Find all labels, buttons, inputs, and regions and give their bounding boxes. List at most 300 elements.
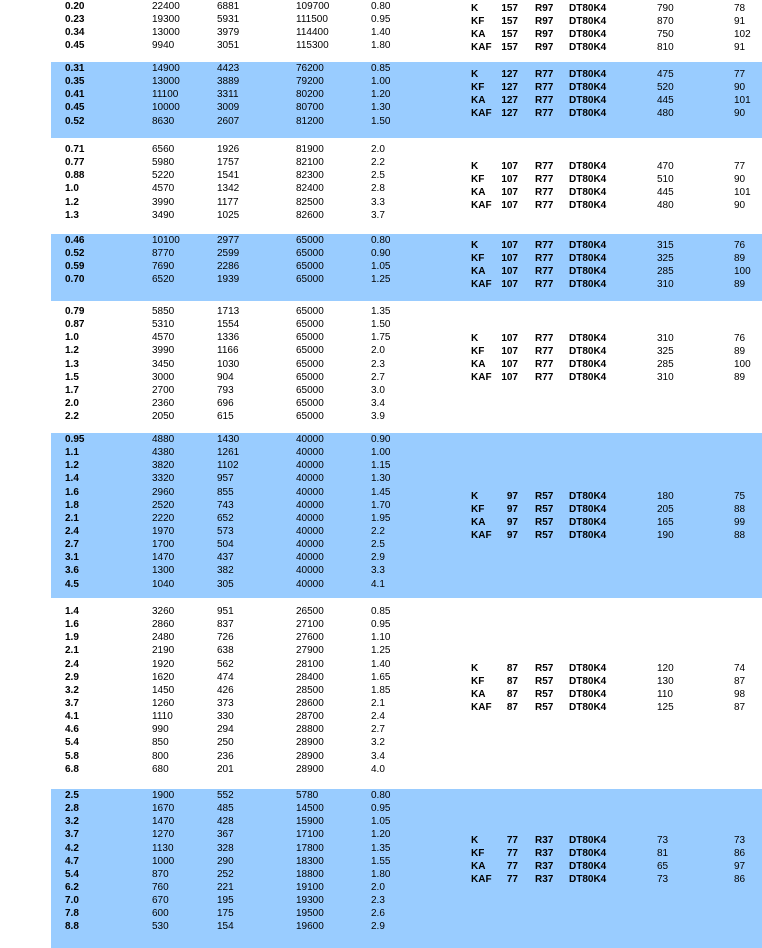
output-speed-cell: 2.8 — [65, 803, 79, 815]
housing-type-cell: K — [471, 69, 479, 80]
service-factor-cell: 0.95 — [371, 619, 391, 631]
output-torque-cell: 2960 — [152, 486, 175, 498]
housing-type-cell: KAF — [471, 108, 492, 120]
overhung-load-column — [296, 789, 324, 934]
output-speed-cell: 0.46 — [65, 235, 85, 246]
price-cell: 99 — [734, 517, 746, 529]
output-torque-alt-cell: 743 — [217, 499, 234, 511]
overhung-load-cell: 40000 — [296, 525, 324, 537]
gear-size-cell: 87 — [506, 676, 518, 688]
table-block — [51, 0, 762, 56]
overhung-load-cell: 40000 — [296, 565, 324, 577]
motor-type-cell: DT80K4 — [569, 240, 607, 251]
output-torque-alt-cell: 382 — [217, 565, 234, 577]
overhung-load-cell: 114400 — [296, 27, 329, 39]
housing-type-cell: K — [471, 835, 479, 846]
gear-size-cell: 107 — [501, 187, 518, 199]
price-cell: 91 — [734, 42, 746, 54]
output-torque-alt-column — [217, 433, 239, 591]
output-torque-alt-cell: 6881 — [217, 1, 240, 12]
output-torque-alt-cell: 562 — [217, 658, 234, 670]
reducer-cell: R77 — [535, 69, 554, 80]
weight-cell: 810 — [657, 42, 674, 54]
output-torque-cell: 3450 — [152, 358, 175, 370]
output-speed-cell: 0.45 — [65, 40, 85, 52]
output-speed-cell: 0.34 — [65, 27, 85, 39]
housing-type-cell: KAF — [471, 42, 492, 54]
output-speed-cell: 1.6 — [65, 619, 79, 631]
output-speed-cell: 2.9 — [65, 671, 79, 683]
service-factor-cell: 3.4 — [371, 397, 385, 409]
output-torque-column — [152, 0, 180, 53]
table-block — [51, 305, 762, 425]
output-speed-cell: 0.52 — [65, 115, 85, 127]
reducer-cell: R57 — [535, 491, 554, 502]
reducer-cell: R97 — [535, 29, 554, 41]
overhung-load-cell: 82400 — [296, 183, 324, 195]
output-torque-alt-cell: 474 — [217, 671, 234, 683]
price-cell: 90 — [734, 108, 746, 120]
output-torque-cell: 3990 — [152, 196, 175, 208]
motor-type-cell: DT80K4 — [569, 346, 607, 358]
housing-type-cell: KAF — [471, 702, 492, 714]
overhung-load-cell: 82600 — [296, 209, 324, 221]
reducer-cell: R77 — [535, 240, 554, 251]
reducer-cell: R57 — [535, 663, 554, 674]
output-torque-cell: 530 — [152, 921, 169, 933]
weight-cell: 870 — [657, 16, 674, 28]
overhung-load-cell: 28600 — [296, 697, 324, 709]
output-torque-alt-cell: 951 — [217, 606, 234, 617]
weight-cell: 120 — [657, 663, 674, 674]
motor-type-cell: DT80K4 — [569, 372, 607, 384]
gear-size-cell: 157 — [501, 29, 518, 41]
output-torque-cell: 600 — [152, 908, 169, 920]
output-torque-alt-cell: 1342 — [217, 183, 240, 195]
output-speed-cell: 4.2 — [65, 842, 79, 854]
reducer-cell: R77 — [535, 266, 554, 278]
output-torque-cell: 1260 — [152, 697, 175, 709]
output-torque-cell: 1000 — [152, 855, 175, 867]
price-cell: 100 — [734, 359, 751, 371]
output-torque-alt-column — [217, 789, 234, 934]
motor-type-cell: DT80K4 — [569, 29, 607, 41]
gear-size-cell: 107 — [501, 253, 518, 265]
output-speed-column — [65, 143, 84, 222]
gear-size-cell: 107 — [501, 266, 518, 278]
service-factor-cell: 2.9 — [371, 921, 385, 933]
service-factor-cell: 0.95 — [371, 14, 391, 26]
motor-type-cell: DT80K4 — [569, 253, 607, 265]
overhung-load-cell: 15900 — [296, 816, 324, 828]
output-torque-column — [152, 789, 174, 934]
output-speed-cell: 0.70 — [65, 274, 85, 286]
output-torque-alt-cell: 957 — [217, 473, 234, 485]
output-torque-alt-cell: 195 — [217, 895, 234, 907]
gear-size-cell: 107 — [501, 174, 518, 186]
output-speed-cell: 4.1 — [65, 711, 79, 723]
table-block — [51, 143, 762, 229]
gear-size-cell: 127 — [501, 108, 518, 120]
housing-type-cell: KA — [471, 689, 486, 701]
gear-size-cell: 127 — [501, 82, 518, 94]
service-factor-cell: 3.7 — [371, 209, 385, 221]
output-speed-cell: 1.5 — [65, 371, 79, 383]
weight-cell: 310 — [657, 372, 674, 384]
weight-cell: 180 — [657, 491, 674, 502]
overhung-load-cell: 28400 — [296, 671, 324, 683]
output-speed-cell: 0.35 — [65, 76, 85, 88]
overhung-load-column — [296, 143, 324, 222]
output-torque-cell: 1270 — [152, 829, 175, 841]
output-torque-cell: 11100 — [152, 89, 179, 101]
motor-type-cell: DT80K4 — [569, 108, 607, 120]
housing-type-cell: KA — [471, 359, 486, 371]
weight-cell: 190 — [657, 530, 674, 542]
overhung-load-cell: 40000 — [296, 512, 324, 524]
weight-cell: 510 — [657, 174, 674, 186]
output-torque-alt-cell: 1025 — [217, 209, 240, 221]
output-speed-cell: 0.88 — [65, 170, 85, 182]
output-speed-column — [65, 789, 79, 934]
price-cell: 89 — [734, 253, 746, 265]
price-cell: 90 — [734, 174, 746, 186]
output-speed-cell: 2.1 — [65, 645, 79, 657]
service-factor-cell: 2.4 — [371, 711, 385, 723]
weight-cell: 315 — [657, 240, 674, 251]
price-cell: 100 — [734, 266, 751, 278]
output-torque-alt-cell: 437 — [217, 552, 234, 564]
output-torque-alt-cell: 1757 — [217, 157, 240, 169]
gear-size-cell: 107 — [501, 333, 518, 344]
output-torque-alt-cell: 1926 — [217, 144, 240, 155]
output-torque-alt-cell: 1177 — [217, 196, 239, 208]
overhung-load-cell: 82500 — [296, 196, 324, 208]
service-factor-cell: 1.50 — [371, 319, 391, 331]
service-factor-cell: 2.5 — [371, 170, 385, 182]
service-factor-cell: 1.30 — [371, 102, 391, 114]
output-speed-column — [65, 605, 79, 776]
output-speed-cell: 1.3 — [65, 209, 79, 221]
output-torque-cell: 2220 — [152, 512, 175, 524]
output-torque-alt-cell: 485 — [217, 803, 234, 815]
output-speed-cell: 0.52 — [65, 248, 85, 260]
output-torque-cell: 2520 — [152, 499, 175, 511]
output-torque-cell: 5220 — [152, 170, 175, 182]
service-factor-cell: 1.40 — [371, 658, 391, 670]
weight-cell: 130 — [657, 676, 674, 688]
output-speed-column — [65, 433, 84, 591]
motor-type-cell: DT80K4 — [569, 82, 607, 94]
motor-type-cell: DT80K4 — [569, 266, 607, 278]
output-torque-cell: 1040 — [152, 578, 175, 590]
output-torque-alt-cell: 2977 — [217, 235, 240, 246]
weight-cell: 445 — [657, 187, 674, 199]
output-torque-alt-cell: 855 — [217, 486, 234, 498]
price-cell: 76 — [734, 333, 746, 344]
overhung-load-cell: 65000 — [296, 274, 324, 286]
housing-type-cell: KF — [471, 676, 485, 688]
output-torque-alt-cell: 5931 — [217, 14, 240, 26]
gear-size-cell: 127 — [501, 95, 518, 107]
housing-type-cell: K — [471, 3, 479, 14]
output-torque-alt-cell: 573 — [217, 525, 234, 537]
output-speed-cell: 1.2 — [65, 345, 79, 357]
overhung-load-cell: 19300 — [296, 895, 324, 907]
price-cell: 89 — [734, 346, 746, 358]
service-factor-column — [371, 789, 390, 934]
overhung-load-column — [296, 305, 324, 423]
output-speed-cell: 1.2 — [65, 460, 79, 472]
output-torque-alt-column — [217, 234, 239, 287]
output-torque-alt-cell: 221 — [217, 881, 234, 893]
output-torque-cell: 800 — [152, 750, 169, 762]
output-torque-alt-cell: 3979 — [217, 27, 240, 39]
output-speed-cell: 1.6 — [65, 486, 79, 498]
housing-type-cell: KAF — [471, 279, 492, 291]
output-torque-column — [152, 62, 180, 128]
overhung-load-cell: 115300 — [296, 40, 329, 52]
weight-cell: 520 — [657, 82, 674, 94]
price-cell: 90 — [734, 82, 746, 94]
service-factor-cell: 3.2 — [371, 737, 385, 749]
housing-type-cell: KF — [471, 16, 485, 28]
output-torque-alt-column — [217, 305, 239, 423]
overhung-load-cell: 28100 — [296, 658, 324, 670]
output-speed-column — [65, 62, 84, 128]
output-torque-cell: 8630 — [152, 115, 175, 127]
service-factor-cell: 0.95 — [371, 803, 391, 815]
overhung-load-cell: 65000 — [296, 345, 324, 357]
output-torque-column — [152, 234, 180, 287]
service-factor-cell: 1.25 — [371, 645, 391, 657]
output-torque-cell: 8770 — [152, 248, 175, 260]
price-cell: 89 — [734, 279, 746, 291]
table-block — [51, 433, 762, 598]
motor-type-cell: DT80K4 — [569, 504, 607, 516]
price-cell: 73 — [734, 835, 746, 846]
housing-type-cell: K — [471, 663, 479, 674]
output-torque-cell: 10000 — [152, 102, 180, 114]
service-factor-cell: 1.05 — [371, 816, 391, 828]
reducer-cell: R57 — [535, 702, 554, 714]
reducer-cell: R77 — [535, 95, 554, 107]
gear-size-cell: 77 — [506, 861, 518, 873]
service-factor-cell: 3.0 — [371, 384, 385, 396]
output-torque-alt-cell: 201 — [217, 763, 234, 775]
output-torque-cell: 6560 — [152, 144, 175, 155]
price-cell: 86 — [734, 848, 746, 860]
overhung-load-cell: 80700 — [296, 102, 324, 114]
motor-type-cell: DT80K4 — [569, 3, 607, 14]
overhung-load-cell: 26500 — [296, 606, 324, 617]
output-torque-cell: 4880 — [152, 434, 175, 445]
service-factor-cell: 1.10 — [371, 632, 391, 644]
output-torque-cell: 1130 — [152, 842, 174, 854]
overhung-load-cell: 40000 — [296, 578, 324, 590]
output-speed-cell: 1.0 — [65, 332, 79, 344]
reducer-cell: R97 — [535, 3, 554, 14]
price-cell: 77 — [734, 161, 746, 172]
reducer-cell: R57 — [535, 517, 554, 529]
output-torque-column — [152, 433, 174, 591]
housing-type-cell: KAF — [471, 874, 492, 886]
output-torque-alt-cell: 1166 — [217, 345, 239, 357]
service-factor-cell: 1.40 — [371, 27, 391, 39]
overhung-load-cell: 40000 — [296, 434, 324, 445]
output-torque-cell: 13000 — [152, 76, 180, 88]
price-cell: 90 — [734, 200, 746, 212]
weight-cell: 285 — [657, 266, 674, 278]
price-cell: 75 — [734, 491, 746, 502]
price-cell: 97 — [734, 861, 746, 873]
weight-cell: 165 — [657, 517, 674, 529]
service-factor-cell: 3.3 — [371, 565, 385, 577]
output-torque-cell: 870 — [152, 868, 169, 880]
motor-type-cell: DT80K4 — [569, 874, 607, 886]
output-torque-cell: 2480 — [152, 632, 175, 644]
service-factor-column — [371, 234, 390, 287]
gear-size-cell: 127 — [501, 69, 518, 80]
service-factor-cell: 1.35 — [371, 842, 391, 854]
output-torque-cell: 2190 — [152, 645, 175, 657]
service-factor-cell: 0.80 — [371, 235, 391, 246]
service-factor-cell: 2.8 — [371, 183, 385, 195]
overhung-load-cell: 28700 — [296, 711, 324, 723]
weight-cell: 125 — [657, 702, 674, 714]
housing-type-cell: KAF — [471, 372, 492, 384]
output-torque-alt-cell: 330 — [217, 711, 234, 723]
overhung-load-cell: 65000 — [296, 261, 324, 273]
reducer-cell: R77 — [535, 161, 554, 172]
weight-cell: 480 — [657, 200, 674, 212]
housing-type-cell: KF — [471, 848, 485, 860]
reducer-cell: R77 — [535, 108, 554, 120]
output-torque-alt-cell: 4423 — [217, 63, 240, 74]
housing-type-cell: KA — [471, 266, 486, 278]
overhung-load-cell: 81200 — [296, 115, 324, 127]
weight-cell: 310 — [657, 279, 674, 291]
motor-type-cell: DT80K4 — [569, 517, 607, 529]
output-speed-cell: 7.8 — [65, 908, 79, 920]
gear-size-cell: 107 — [501, 240, 518, 251]
service-factor-cell: 1.85 — [371, 684, 391, 696]
price-cell: 89 — [734, 372, 746, 384]
motor-type-cell: DT80K4 — [569, 861, 607, 873]
overhung-load-cell: 40000 — [296, 473, 324, 485]
output-torque-cell: 3990 — [152, 345, 175, 357]
service-factor-cell: 2.0 — [371, 144, 385, 155]
output-torque-cell: 670 — [152, 895, 169, 907]
output-speed-cell: 0.31 — [65, 63, 85, 74]
output-speed-cell: 1.4 — [65, 606, 79, 617]
output-torque-cell: 3820 — [152, 460, 175, 472]
output-torque-alt-cell: 250 — [217, 737, 234, 749]
output-torque-alt-cell: 904 — [217, 371, 234, 383]
service-factor-cell: 1.80 — [371, 40, 391, 52]
service-factor-cell: 1.00 — [371, 447, 391, 459]
service-factor-cell: 2.1 — [371, 697, 385, 709]
output-torque-alt-cell: 294 — [217, 724, 234, 736]
service-factor-cell: 0.90 — [371, 248, 391, 260]
table-block — [51, 234, 762, 301]
output-torque-alt-column — [217, 143, 239, 222]
gear-size-cell: 107 — [501, 279, 518, 291]
output-torque-cell: 5310 — [152, 319, 175, 331]
output-torque-alt-cell: 175 — [217, 908, 234, 920]
output-torque-alt-cell: 1261 — [217, 447, 240, 459]
housing-type-cell: KF — [471, 504, 485, 516]
output-speed-cell: 5.8 — [65, 750, 79, 762]
gear-size-cell: 87 — [506, 702, 518, 714]
motor-type-cell: DT80K4 — [569, 200, 607, 212]
output-torque-cell: 4570 — [152, 332, 175, 344]
housing-type-cell: KA — [471, 517, 486, 529]
reducer-cell: R77 — [535, 372, 554, 384]
weight-cell: 73 — [657, 874, 669, 886]
table-block — [51, 789, 762, 948]
overhung-load-cell: 82300 — [296, 170, 324, 182]
output-torque-alt-cell: 3009 — [217, 102, 240, 114]
output-torque-cell: 19300 — [152, 14, 180, 26]
gear-size-cell: 157 — [501, 3, 518, 14]
weight-cell: 310 — [657, 333, 674, 344]
reducer-cell: R97 — [535, 42, 554, 54]
output-speed-cell: 2.7 — [65, 539, 79, 551]
overhung-load-cell: 40000 — [296, 486, 324, 498]
output-torque-cell: 850 — [152, 737, 169, 749]
overhung-load-cell: 80200 — [296, 89, 324, 101]
weight-cell: 445 — [657, 95, 674, 107]
overhung-load-cell: 18300 — [296, 855, 324, 867]
price-cell: 77 — [734, 69, 746, 80]
gear-size-cell: 107 — [501, 161, 518, 172]
output-speed-cell: 1.9 — [65, 632, 79, 644]
reducer-cell: R77 — [535, 187, 554, 199]
overhung-load-column — [296, 433, 324, 591]
reducer-cell: R57 — [535, 530, 554, 542]
overhung-load-cell: 19500 — [296, 908, 324, 920]
housing-type-cell: K — [471, 240, 479, 251]
service-factor-cell: 2.7 — [371, 724, 385, 736]
output-torque-alt-column — [217, 62, 239, 128]
output-torque-cell: 5850 — [152, 306, 175, 317]
reducer-cell: R37 — [535, 848, 554, 860]
gear-size-cell: 77 — [506, 874, 518, 886]
weight-cell: 73 — [657, 835, 669, 846]
overhung-load-cell: 40000 — [296, 447, 324, 459]
motor-type-cell: DT80K4 — [569, 702, 607, 714]
output-torque-cell: 680 — [152, 763, 169, 775]
weight-cell: 475 — [657, 69, 674, 80]
overhung-load-cell: 65000 — [296, 319, 324, 331]
overhung-load-cell: 65000 — [296, 384, 324, 396]
overhung-load-cell: 19100 — [296, 881, 324, 893]
overhung-load-cell: 65000 — [296, 358, 324, 370]
output-torque-cell: 1970 — [152, 525, 175, 537]
price-cell: 91 — [734, 16, 746, 28]
motor-type-cell: DT80K4 — [569, 835, 607, 846]
output-speed-cell: 1.7 — [65, 384, 79, 396]
output-torque-alt-cell: 638 — [217, 645, 234, 657]
overhung-load-cell: 65000 — [296, 306, 324, 317]
output-torque-alt-cell: 793 — [217, 384, 234, 396]
output-torque-alt-cell: 236 — [217, 750, 234, 762]
output-torque-alt-column — [217, 0, 239, 53]
output-speed-cell: 2.5 — [65, 790, 79, 801]
output-speed-cell: 1.1 — [65, 447, 79, 459]
service-factor-cell: 1.20 — [371, 89, 391, 101]
